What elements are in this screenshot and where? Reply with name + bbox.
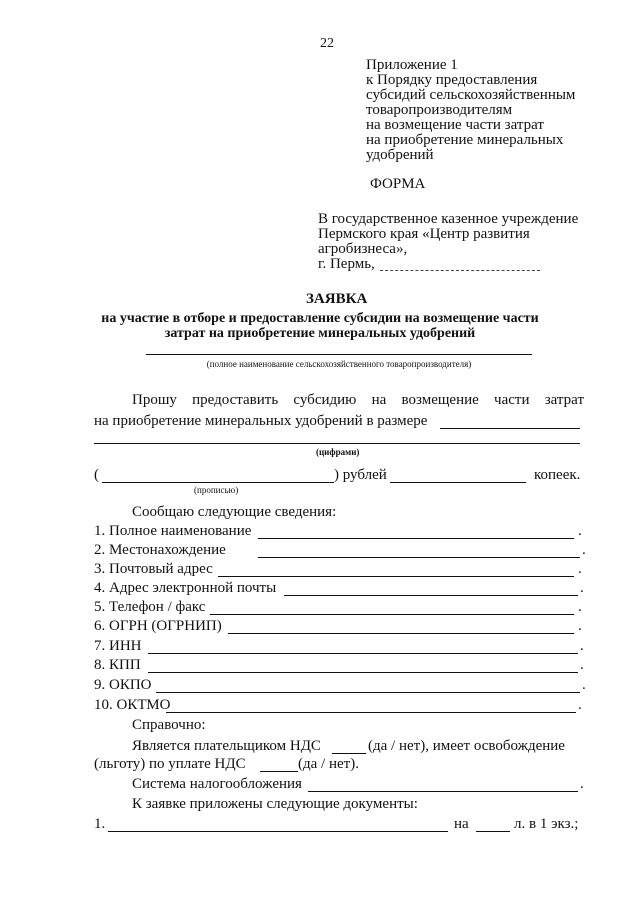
vat-text-1: Является плательщиком НДС	[132, 738, 321, 754]
field-label-phone: 5. Телефон / факс	[94, 599, 206, 615]
oktmo-field[interactable]	[166, 712, 576, 713]
vat-exemption-field[interactable]	[260, 771, 298, 772]
vat-text-2: (да / нет), имеет освобождение	[368, 738, 565, 754]
postal-address-field[interactable]	[218, 576, 574, 577]
attachment-sheets-label: л. в 1 экз.;	[514, 816, 579, 832]
page-number: 22	[320, 36, 334, 51]
request-line-2: на приобретение минеральных удобрений в размере	[94, 413, 428, 429]
ogrn-field[interactable]	[228, 633, 574, 634]
field-label-location: 2. Местонахождение	[94, 542, 226, 558]
appendix-line: к Порядку предоставления	[366, 72, 538, 88]
rubles-label: ) рублей	[334, 467, 387, 483]
addressee-line: агробизнеса»,	[318, 241, 408, 257]
vat-text-3: (льготу) по уплате НДС	[94, 756, 246, 772]
appendix-line: удобрений	[366, 147, 434, 163]
page-title: ЗАЯВКА	[306, 291, 368, 307]
location-field[interactable]	[258, 557, 580, 558]
subtitle-line: затрат на приобретение минеральных удобрений	[164, 326, 476, 341]
addressee-line: г. Пермь,	[318, 256, 375, 272]
reference-label: Справочно:	[132, 717, 206, 733]
open-paren: (	[94, 467, 99, 483]
inn-field[interactable]	[148, 653, 578, 654]
kopecks-label: копеек.	[534, 467, 581, 483]
tax-system-label: Система налогообложения	[132, 776, 302, 792]
appendix-line: Приложение 1	[366, 57, 458, 73]
field-label-email: 4. Адрес электронной почты	[94, 580, 277, 596]
appendix-line: товаропроизводителям	[366, 102, 513, 118]
attachment-document-field[interactable]	[108, 831, 448, 832]
producer-name-field[interactable]	[146, 354, 532, 355]
field-label-kpp: 8. КПП	[94, 657, 141, 673]
addressee-fill-line[interactable]	[380, 270, 540, 271]
field-label-oktmo: 10. ОКТМО	[94, 697, 171, 713]
field-label-inn: 7. ИНН	[94, 638, 142, 654]
digits-caption: (цифрами)	[316, 447, 360, 457]
subtitle-line: на участие в отборе и предоставление субсидии на возмещение части	[101, 311, 539, 326]
appendix-block	[366, 58, 575, 163]
attachment-on-label: на	[454, 816, 469, 832]
vat-text-4: (да / нет).	[298, 756, 359, 772]
kopecks-field[interactable]	[390, 482, 526, 483]
full-name-field[interactable]	[258, 538, 574, 539]
amount-words-field[interactable]	[102, 482, 334, 483]
info-intro: Сообщаю следующие сведения:	[132, 504, 337, 520]
field-label-ogrn: 6. ОГРН (ОГРНИП)	[94, 618, 222, 634]
attachments-intro: К заявке приложены следующие документы:	[132, 796, 418, 812]
field-label-okpo: 9. ОКПО	[94, 677, 152, 693]
tax-system-field[interactable]	[308, 791, 578, 792]
form-label: ФОРМА	[370, 176, 426, 192]
okpo-field[interactable]	[156, 692, 580, 693]
subtitle	[60, 311, 580, 341]
request-line-1: Прошу предоставить субсидию на возмещение части затрат	[132, 392, 584, 408]
field-label-full-name: 1. Полное наименование	[94, 523, 252, 539]
amount-digits-field[interactable]	[94, 443, 580, 444]
addressee-line: В государственное казенное учреждение	[318, 211, 579, 227]
appendix-line: на возмещение части затрат	[366, 117, 544, 133]
phone-field[interactable]	[210, 614, 574, 615]
attachment-sheets-field[interactable]	[476, 831, 510, 832]
amount-field[interactable]	[440, 428, 580, 429]
field-label-postal: 3. Почтовый адрес	[94, 561, 213, 577]
vat-payer-field[interactable]	[332, 753, 366, 754]
producer-caption: (полное наименование сельскохозяйственного товаропроизводителя)	[206, 359, 472, 369]
addressee-line: Пермского края «Центр развития	[318, 226, 530, 242]
email-field[interactable]	[284, 595, 578, 596]
kpp-field[interactable]	[148, 672, 578, 673]
words-caption: (прописью)	[194, 485, 239, 495]
appendix-line: субсидий сельскохозяйственным	[366, 87, 576, 103]
attachment-number: 1.	[94, 816, 106, 832]
appendix-line: на приобретение минеральных	[366, 132, 564, 148]
addressee-block	[318, 212, 578, 272]
